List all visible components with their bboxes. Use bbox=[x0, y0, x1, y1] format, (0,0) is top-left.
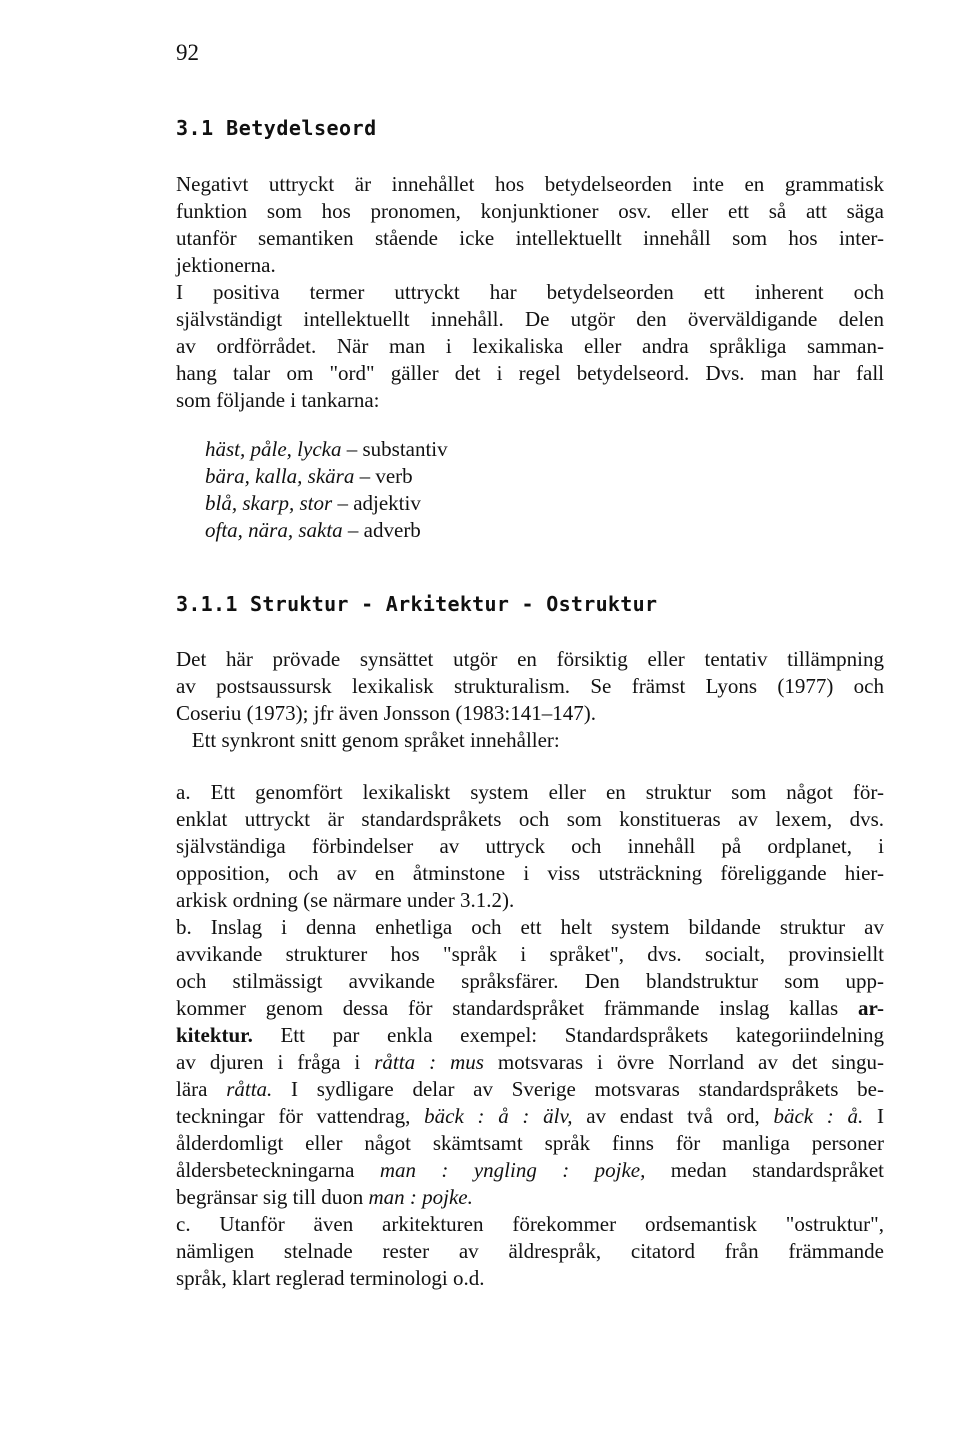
text-line: självständigt intellektuellt innehåll. De utgör den överväldigande delen bbox=[176, 307, 884, 331]
example-class: verb bbox=[375, 464, 413, 488]
italic-term: råtta. bbox=[226, 1077, 273, 1101]
text-run: begränsar sig till duon bbox=[176, 1185, 369, 1209]
example-separator: – bbox=[342, 518, 364, 542]
list-b-line: ålderdomligt eller något skämtsamt språk finns för manliga personer bbox=[176, 1131, 884, 1155]
text-run: motsvaras i övre Norrland av det singu- bbox=[483, 1050, 884, 1074]
example-words: blå, skarp, stor bbox=[205, 491, 333, 515]
page-number: 92 bbox=[176, 40, 199, 65]
example-separator: – bbox=[332, 491, 354, 515]
list-b-line bbox=[176, 1184, 884, 1211]
text-line: utanför semantiken stående icke intellektuellt innehåll som hos inter- bbox=[176, 226, 884, 250]
example-item bbox=[205, 517, 805, 544]
text-run: medan standardspråket bbox=[645, 1158, 884, 1182]
example-words: bära, kalla, skära bbox=[205, 464, 355, 488]
text-line: funktion som hos pronomen, konjunktioner osv. eller ett så att säga bbox=[176, 199, 884, 223]
italic-term: råtta : mus bbox=[374, 1050, 484, 1074]
italic-term: man : pojke. bbox=[368, 1185, 473, 1209]
text-line: av postsaussursk lexikalisk strukturalism. Se främst Lyons (1977) och bbox=[176, 674, 884, 698]
list-b-line bbox=[176, 1103, 884, 1130]
text-run: I sydligare delar av Sverige motsvaras standardspråkets be- bbox=[272, 1077, 884, 1101]
example-class: adverb bbox=[363, 518, 421, 542]
list-c-line: nämligen stelnade rester av äldrespråk, citatord från främmande bbox=[176, 1239, 884, 1263]
example-words: häst, påle, lycka bbox=[205, 437, 342, 461]
list-a-line: a. Ett genomfört lexikaliskt system eller en struktur som något för- bbox=[176, 780, 884, 804]
text-line: jektionerna. bbox=[176, 253, 276, 277]
text-line: Negativt uttryckt är innehållet hos betydelseorden inte en grammatisk bbox=[176, 172, 884, 196]
text-run: kommer genom dessa för standardspråket främmande inslag kallas bbox=[176, 996, 858, 1020]
example-separator: – bbox=[354, 464, 376, 488]
list-b-line: b. Inslag i denna enhetliga och ett helt system bildande struktur av bbox=[176, 915, 884, 939]
text-line: hang talar om "ord" gäller det i regel betydelseord. Dvs. man har fall bbox=[176, 361, 884, 385]
examples-list bbox=[205, 436, 805, 544]
text-run: teckningar för vattendrag, bbox=[176, 1104, 425, 1128]
text-run: av djuren i fråga i bbox=[176, 1050, 375, 1074]
italic-term: man : yngling : pojke, bbox=[379, 1158, 646, 1182]
section-heading: 3.1 Betydelseord bbox=[176, 116, 377, 140]
example-class: adjektiv bbox=[353, 491, 421, 515]
text-line: Coseriu (1973); jfr även Jonsson (1983:141–147). bbox=[176, 701, 596, 725]
list-c-line: språk, klart reglerad terminologi o.d. bbox=[176, 1266, 485, 1290]
list-b-line bbox=[176, 1049, 884, 1076]
list-b-line bbox=[176, 995, 884, 1022]
subsection-heading: 3.1.1 Struktur - Arkitektur - Ostruktur bbox=[176, 592, 658, 616]
text-line: Ett synkront snitt genom språket innehåller: bbox=[176, 728, 560, 752]
list-b-line bbox=[176, 1157, 884, 1184]
list-b-line bbox=[176, 1022, 884, 1049]
text-line: Det här prövade synsättet utgör en försiktig eller tentativ tillämpning bbox=[176, 647, 884, 671]
example-class: substantiv bbox=[362, 437, 448, 461]
text-run: åldersbeteckningarna bbox=[176, 1158, 380, 1182]
intro-paragraph bbox=[176, 171, 884, 414]
text-run: I bbox=[863, 1104, 884, 1128]
list-a-line: arkisk ordning (se närmare under 3.1.2). bbox=[176, 888, 515, 912]
text-line: som följande i tankarna: bbox=[176, 388, 380, 412]
example-words: ofta, nära, sakta bbox=[205, 518, 343, 542]
list-b-line: avvikande strukturer hos "språk i språket", dvs. socialt, provinsiellt bbox=[176, 942, 884, 966]
example-item bbox=[205, 436, 805, 463]
text-run: Ett par enkla exempel: Standardspråkets kategoriindelning bbox=[252, 1023, 884, 1047]
italic-term: bäck : å. bbox=[773, 1104, 864, 1128]
list-a-line: opposition, och av en åtminstone i viss utsträckning föreliggande hier- bbox=[176, 861, 884, 885]
list-b-line: och stilmässigt avvikande språksfärer. Den blandstruktur som upp- bbox=[176, 969, 884, 993]
bold-term: ar- bbox=[857, 996, 884, 1020]
example-item bbox=[205, 490, 805, 517]
example-separator: – bbox=[341, 437, 363, 461]
list-a-line: självständiga förbindelser av uttryck och innehåll på ordplanet, i bbox=[176, 834, 884, 858]
italic-term: bäck : å : älv, bbox=[424, 1104, 573, 1128]
list-section bbox=[176, 779, 884, 1292]
list-a-line: enklat uttryckt är standardspråkets och som konstitueras av lexem, dvs. bbox=[176, 807, 884, 831]
bold-term: kitektur. bbox=[176, 1023, 253, 1047]
text-line: av ordförrådet. När man i lexikaliska eller andra språkliga samman- bbox=[176, 334, 884, 358]
text-line: I positiva termer uttryckt har betydelseorden ett inherent och bbox=[176, 280, 884, 304]
text-run: av endast två ord, bbox=[572, 1104, 774, 1128]
example-item bbox=[205, 463, 805, 490]
structure-paragraph bbox=[176, 646, 884, 754]
list-c-line: c. Utanför även arkitekturen förekommer ordsemantisk "ostruktur", bbox=[176, 1212, 884, 1236]
text-run: lära bbox=[176, 1077, 227, 1101]
list-b-line bbox=[176, 1076, 884, 1103]
